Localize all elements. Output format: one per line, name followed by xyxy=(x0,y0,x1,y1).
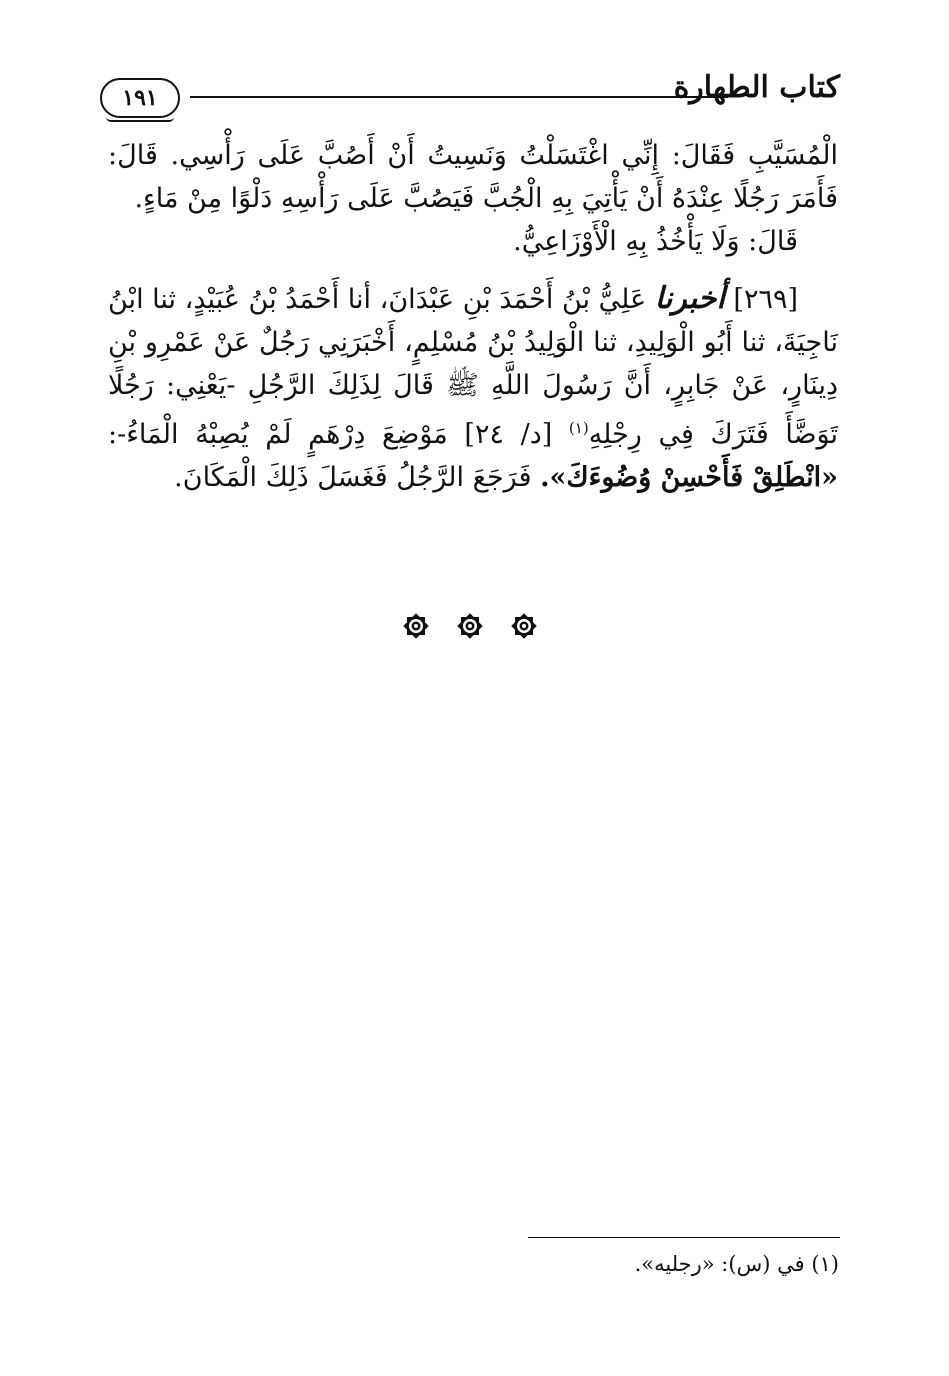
hadith-number: [٢٦٩] xyxy=(733,284,798,315)
hadith-conclusion: فَرَجَعَ الرَّجُلُ فَغَسَلَ ذَلِكَ الْمَكَانَ. xyxy=(174,462,532,493)
hadith-chain: عَلِيُّ بْنُ أَحْمَدَ بْنِ عَبْدَانَ، أنا أَحْمَدُ بْنُ عُبَيْدٍ، ثنا ابْنُ نَاجِيَةَ، ثنا أَبُو الْوَلِيدِ، ثنا الْوَلِيدُ بْنُ مُسْلِمٍ، أَخْبَرَنِي رَجُلٌ عَنْ عَمْرِو بْنِ دِينَارٍ، عَنْ جَابِرٍ، أَنَّ رَسُولَ اللَّهِ ﷺ قَالَ لِذَلِكَ الرَّجُلِ -يَعْنِي: رَجُلًا تَوَضَّأَ فَتَرَكَ فِي رِجْلِهِ xyxy=(108,284,838,450)
footnote-marker: (١) xyxy=(568,419,589,437)
running-title: كتاب الطهارة xyxy=(673,70,840,105)
hadith-text: مَوْضِعَ دِرْهَمٍ لَمْ يُصِبْهُ الْمَاءُ-: xyxy=(108,419,448,450)
manuscript-reference: [د/ ٢٤] xyxy=(464,419,553,450)
page-number: ١٩١ xyxy=(100,78,180,118)
hadith-lead-word: أخبرنا xyxy=(654,281,725,316)
section-divider-ornaments xyxy=(400,606,540,646)
main-text xyxy=(108,134,838,499)
page-header xyxy=(100,66,840,126)
paragraph xyxy=(108,220,838,263)
footnote xyxy=(635,1252,839,1276)
text-line: الْمُسَيَّبِ فَقَالَ: إِنِّي اغْتَسَلْتُ وَنَسِيتُ أَنْ أَصُبَّ عَلَى رَأْسِي. قَالَ: فَأَمَرَ رَجُلًا xyxy=(108,140,838,214)
footnote-marker: (١) xyxy=(811,1252,839,1276)
octagram-rosette-icon xyxy=(400,610,432,642)
footnote-separator xyxy=(528,1237,840,1238)
text-line: قَالَ: وَلَا يَأْخُذُ بِهِ الْأَوْزَاعِيُّ. xyxy=(513,226,798,257)
header-rule xyxy=(190,96,728,98)
octagram-rosette-icon xyxy=(454,610,486,642)
octagram-rosette-icon xyxy=(508,610,540,642)
hadith-paragraph xyxy=(108,277,838,499)
text-line: عِنْدَهُ أَنْ يَأْتِيَ بِهِ الْجُبَّ فَيَصُبَّ عَلَى رَأْسِهِ دَلْوًا مِنْ مَاءٍ. xyxy=(134,183,725,214)
footnote-text: في (س): «رجليه». xyxy=(634,1252,805,1276)
paragraph-continuation xyxy=(108,134,838,220)
prophet-quote: «انْطَلِقْ فَأَحْسِنْ وُضُوءَكَ». xyxy=(540,462,838,493)
